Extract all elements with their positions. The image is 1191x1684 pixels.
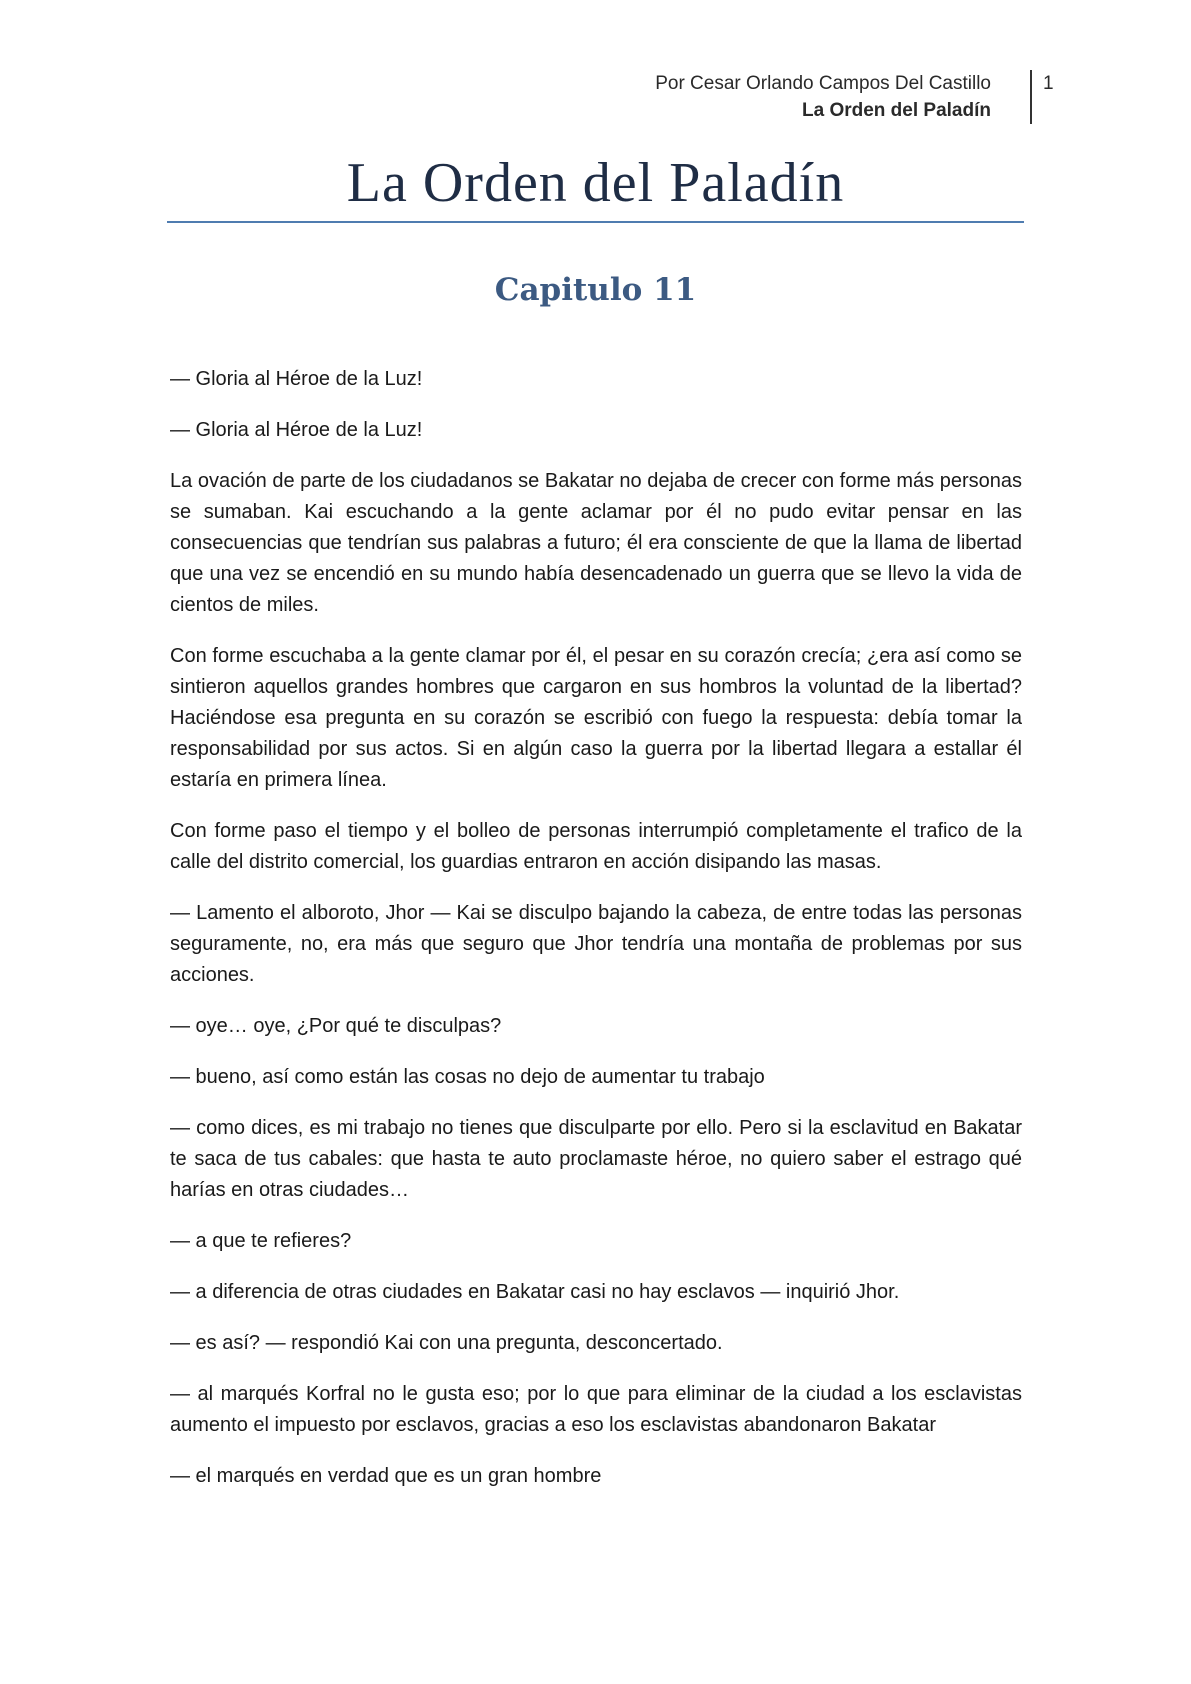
title-underline xyxy=(167,221,1024,223)
header-author: Por Cesar Orlando Campos Del Castillo xyxy=(655,73,991,94)
paragraph: — Lamento el alboroto, Jhor — Kai se disculpo bajando la cabeza, de entre todas las personas seguramente, no, era más que seguro que Jhor tendría una montaña de problemas por sus acciones. xyxy=(170,902,1022,986)
chapter-heading: Capitulo 11 xyxy=(494,272,697,308)
paragraph: Con forme paso el tiempo y el bolleo de personas interrumpió completamente el trafico de la calle del distrito comercial, los guardias entraron en acción disipando las masas. xyxy=(170,820,1022,873)
paragraph: — Gloria al Héroe de la Luz! xyxy=(170,419,423,441)
paragraph: Con forme escuchaba a la gente clamar por él, el pesar en su corazón crecía; ¿era así como se sintieron aquellos grandes hombres que cargaron en sus hombros la voluntad de la libertad? Haciéndose esa pregunta en su corazón se escribió con fuego la respuesta: debía tomar la responsabilidad por sus actos. Si en algún caso la guerra por la libertad llegara a estallar él estaría en primera línea. xyxy=(170,645,1022,791)
paragraph: — oye… oye, ¿Por qué te disculpas? xyxy=(170,1015,502,1037)
paragraph: — es así? — respondió Kai con una pregunta, desconcertado. xyxy=(170,1332,723,1354)
header-book-title: La Orden del Paladín xyxy=(802,100,991,121)
paragraph: — el marqués en verdad que es un gran hombre xyxy=(170,1465,602,1487)
paragraph: — al marqués Korfral no le gusta eso; por lo que para eliminar de la ciudad a los esclavistas aumento el impuesto por esclavos, gracias a eso los esclavistas abandonaron Bakatar xyxy=(170,1383,1022,1436)
body-text xyxy=(170,364,1022,1512)
paragraph: — a diferencia de otras ciudades en Bakatar casi no hay esclavos — inquirió Jhor. xyxy=(170,1281,900,1303)
paragraph: — como dices, es mi trabajo no tienes que disculparte por ello. Pero si la esclavitud en Bakatar te saca de tus cabales: que hasta te auto proclamaste héroe, no quiero saber el estrago qué harías en otras ciudades… xyxy=(170,1117,1022,1201)
document-title: La Orden del Paladín xyxy=(346,152,845,214)
running-header xyxy=(655,70,991,124)
header-divider xyxy=(1030,70,1032,124)
paragraph: La ovación de parte de los ciudadanos se Bakatar no dejaba de crecer con forme más personas se sumaban. Kai escuchando a la gente aclamar por él no pudo evitar pensar en las consecuencias que tendrían sus palabras a futuro; él era consciente de que la llama de libertad que una vez se encendió en su mundo había desencadenado un guerra que se llevo la vida de cientos de miles. xyxy=(170,470,1022,616)
page-number: 1 xyxy=(1043,73,1054,94)
paragraph: — Gloria al Héroe de la Luz! xyxy=(170,368,423,390)
paragraph: — a que te refieres? xyxy=(170,1230,352,1252)
paragraph: — bueno, así como están las cosas no dejo de aumentar tu trabajo xyxy=(170,1066,765,1088)
